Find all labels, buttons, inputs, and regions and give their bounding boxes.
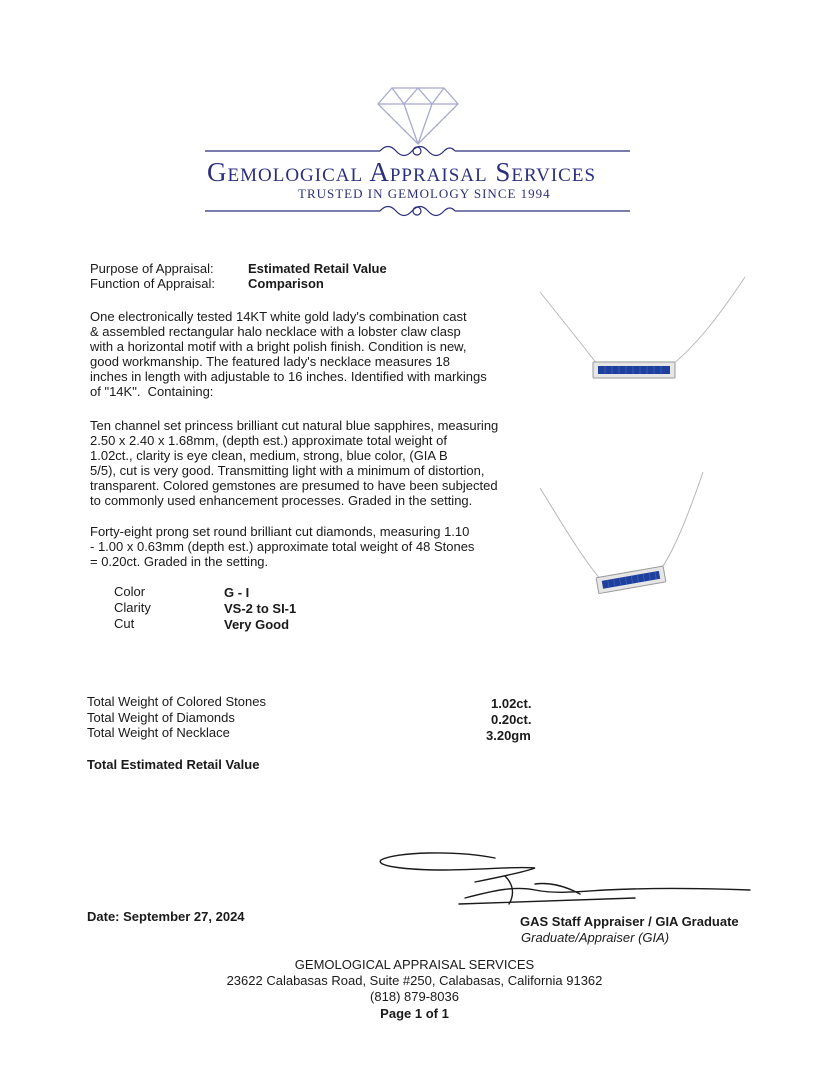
description-line: good workmanship. The featured lady's necklace measures 18 <box>90 354 450 369</box>
total-label: Total Weight of Diamonds <box>87 710 235 725</box>
diamond-logo-icon <box>376 86 460 146</box>
appraisal-date: Date: September 27, 2024 <box>87 909 245 924</box>
grade-label: Clarity <box>114 600 151 615</box>
sapphire-line: 2.50 x 2.40 x 1.68mm, (depth est.) approximate total weight of <box>90 433 447 448</box>
grade-value: VS-2 to SI-1 <box>224 601 297 616</box>
company-tagline: TRUSTED IN GEMOLOGY SINCE 1994 <box>298 186 551 201</box>
appraiser-title: GAS Staff Appraiser / GIA Graduate <box>520 914 739 929</box>
sapphire-line: to commonly used enhancement processes. Graded in the setting. <box>90 493 473 508</box>
necklace-photo-bottom <box>535 470 715 610</box>
diamond-line: - 1.00 x 0.63mm (depth est.) approximate total weight of 48 Stones <box>90 539 475 554</box>
diamond-line: Forty-eight prong set round brilliant cut diamonds, measuring 1.10 <box>90 524 470 539</box>
diamond-line: = 0.20ct. Graded in the setting. <box>90 554 269 569</box>
description-line: One electronically tested 14KT white gold lady's combination cast <box>90 309 467 324</box>
function-value: Comparison <box>248 276 324 291</box>
grade-label: Color <box>114 584 146 599</box>
grade-label: Cut <box>114 616 135 631</box>
grade-value: G - I <box>224 585 250 600</box>
total-value: 0.20ct. <box>491 712 532 727</box>
purpose-label: Purpose of Appraisal: <box>90 261 214 276</box>
function-label: Function of Appraisal: <box>90 276 216 291</box>
footer-company: GEMOLOGICAL APPRAISAL SERVICES <box>294 957 535 972</box>
description-line: of "14K". Containing: <box>90 384 214 399</box>
total-label: Total Weight of Necklace <box>87 725 230 740</box>
total-label: Total Weight of Colored Stones <box>87 694 266 709</box>
sapphire-line: Ten channel set princess brilliant cut natural blue sapphires, measuring <box>90 418 499 433</box>
signature-image <box>375 848 755 910</box>
total-value: 3.20gm <box>486 728 531 743</box>
ornament-bottom-icon <box>205 200 630 222</box>
page-number: Page 1 of 1 <box>380 1006 449 1021</box>
description-line: & assembled rectangular halo necklace with a lobster claw clasp <box>90 324 461 339</box>
sapphire-line: transparent. Colored gemstones are presumed to have been subjected <box>90 478 498 493</box>
necklace-photo-top <box>535 272 750 392</box>
appraiser-subtitle: Graduate/Appraiser (GIA) <box>521 930 670 945</box>
sapphire-line: 5/5), cut is very good. Transmitting light with a minimum of distortion, <box>90 463 485 478</box>
footer-address: 23622 Calabasas Road, Suite #250, Calabasas, California 91362 <box>226 973 603 988</box>
company-name: Gemological Appraisal Services <box>207 157 597 187</box>
total-value: 1.02ct. <box>491 696 532 711</box>
grade-value: Very Good <box>224 617 290 632</box>
sapphire-line: 1.02ct., clarity is eye clean, medium, strong, blue color, (GIA B <box>90 448 448 463</box>
retail-value-label: Total Estimated Retail Value <box>87 757 260 772</box>
footer-phone: (818) 879-8036 <box>370 989 459 1004</box>
description-line: with a horizontal motif with a bright polish finish. Condition is new, <box>90 339 467 354</box>
purpose-value: Estimated Retail Value <box>248 261 387 276</box>
description-line: inches in length with adjustable to 16 inches. Identified with markings <box>90 369 487 384</box>
